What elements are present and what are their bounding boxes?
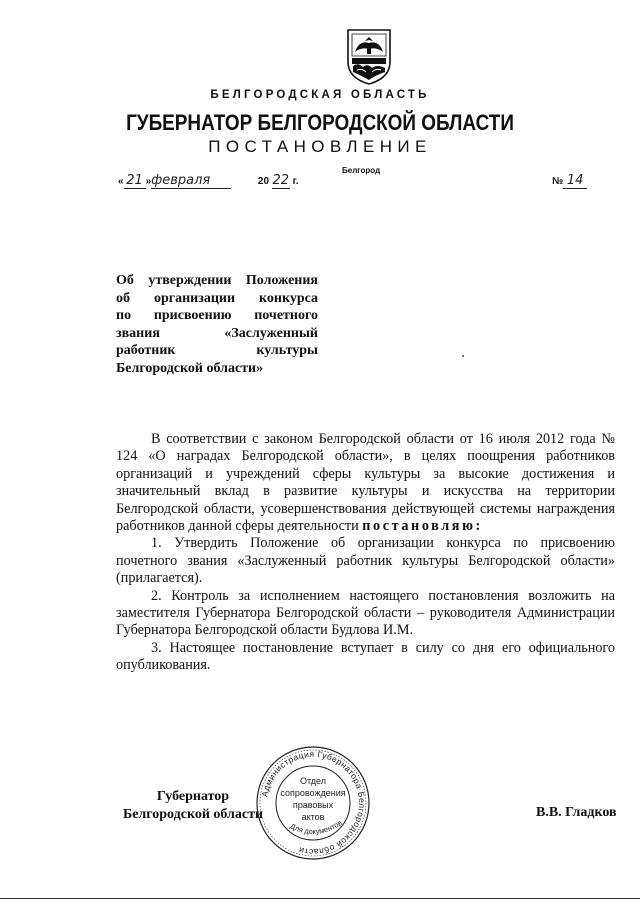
date-month: февраля — [151, 173, 231, 189]
open-quote: « — [118, 176, 124, 187]
stamp-line: сопровождения — [280, 788, 346, 798]
year-mark: г. — [292, 176, 299, 187]
preamble-paragraph — [116, 431, 615, 535]
document-body — [116, 431, 615, 675]
coat-of-arms-emblem — [344, 28, 394, 86]
scan-speck — [462, 355, 464, 357]
city-name: Белгород — [342, 166, 381, 175]
official-stamp — [254, 744, 372, 862]
document-type: ПОСТАНОВЛЕНИЕ — [208, 137, 432, 156]
subject-line: Белгородской области» — [116, 360, 264, 376]
number-label: № — [552, 176, 564, 187]
year-suffix: 22 — [272, 173, 290, 188]
subject-line: об организации конкурса — [116, 290, 318, 306]
subject-line: звания «Заслуженный — [116, 325, 318, 341]
stamp-line: Отдел — [299, 776, 327, 786]
clause-2: 2. Контроль за исполнением настоящего постановления возложить на заместителя Губернатора Белгородской области – руководителя Администрации Губернатора Белгородской области Будлова И.М. — [116, 587, 615, 639]
resolve-word: постановляю: — [362, 518, 483, 535]
stamp-graphic — [254, 744, 372, 862]
preamble-text: В соответствии с законом Белгородской области от 16 июля 2012 года № 124 «О наградах Белгородской области», в целях поощрения работников организаций и учреждений сферы культуры за высокие достижения и значительный вклад в развитие культуры и искусства на территории Белгородской области, усовершенствования действующей системы награждения работников данной сферы деятельности — [116, 431, 615, 535]
close-quote: » — [145, 176, 152, 187]
stamp-line: актов — [301, 812, 325, 822]
document-subject — [116, 272, 318, 378]
signatory-title-line2: Белгородской области — [122, 806, 264, 822]
stamp-ring-text: Администрация Губернатора Белгородской области — [259, 748, 368, 858]
signatory-title — [118, 788, 268, 823]
subject-line: Об утверждении Положения — [116, 273, 318, 288]
clause-3: 3. Настоящее постановление вступает в силу со дня его официального опубликования. — [116, 639, 615, 674]
number-value: 14 — [563, 173, 587, 189]
year-prefix: 20 — [257, 176, 270, 187]
governor-heading: ГУБЕРНАТОР БЕЛГОРОДСКОЙ ОБЛАСТИ — [126, 110, 514, 135]
date-day: 21 — [124, 173, 146, 189]
document-number — [552, 173, 587, 189]
subject-line: по присвоению почетного — [116, 308, 318, 324]
clause-1: 1. Утвердить Положение об организации конкурса по присвоению почетного звания «Заслуженный работник культуры Белгородской области» (прилагается). — [116, 535, 615, 587]
signatory-title-line1: Губернатор — [156, 789, 230, 804]
stamp-line: правовых — [292, 800, 334, 810]
region-name: БЕЛГОРОДСКАЯ ОБЛАСТЬ — [210, 89, 430, 101]
subject-line: работник культуры — [116, 343, 318, 359]
page-edge-line — [0, 898, 640, 899]
stamp-bottom-text: Для документов — [288, 818, 344, 837]
document-date — [118, 173, 299, 189]
signatory-name: В.В. Гладков — [536, 805, 617, 820]
